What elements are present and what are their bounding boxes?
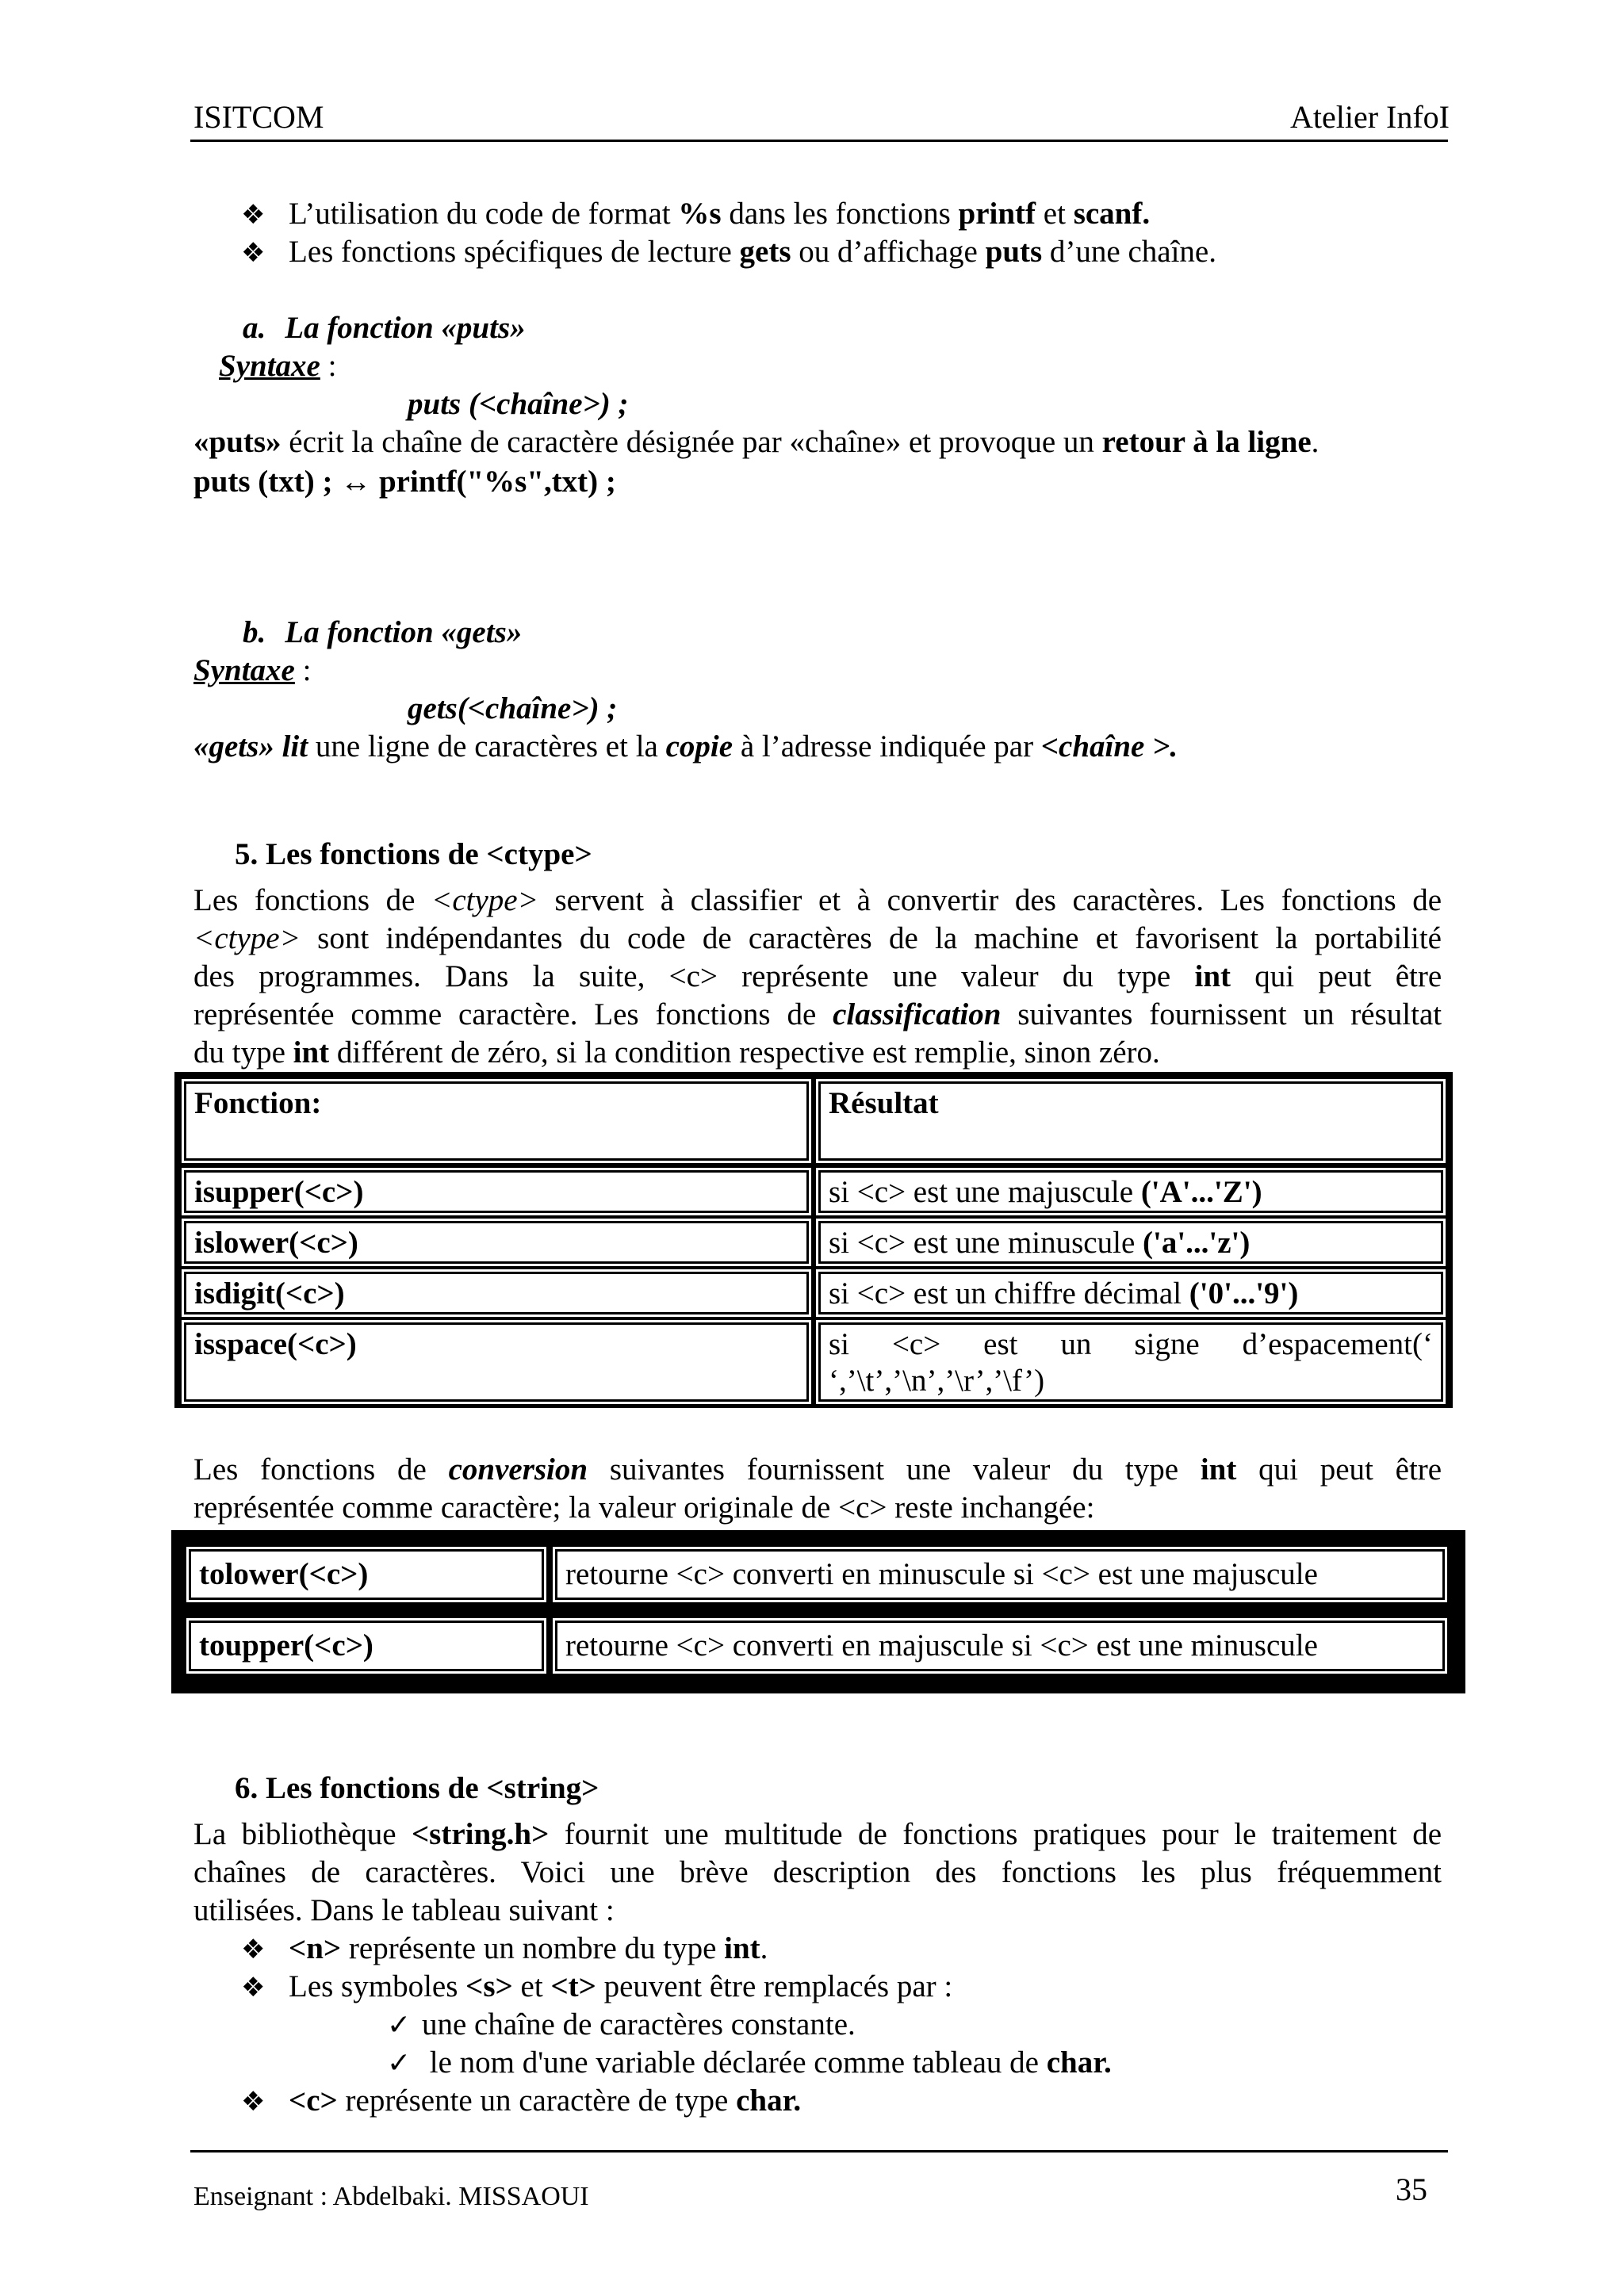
intro-bullet-1: ❖ L’utilisation du code de format %s dans les fonctions printf et scanf. [241,195,1150,234]
checkmark-icon: ✓ [387,2009,412,2042]
header-institution: ISITCOM [193,99,324,135]
gets-syntax-label: Syntaxe : [193,653,312,687]
puts-syntax-label: Syntaxe : [219,349,337,383]
diamond-bullet-icon: ❖ [241,1972,266,2003]
puts-equivalence: puts (txt) ; ↔ printf("%s",txt) ; [193,465,616,499]
string-bullet-1: ❖ <n> représente un nombre du type int. [241,1930,768,1969]
table-row: si <c> est une minuscule ('a'...'z') [818,1221,1443,1264]
string-check-2: ✓ le nom d'une variable déclarée comme tableau de char. [387,2044,1112,2083]
string-para-line-1: La bibliothèque <string.h> fournit une multitude de fonctions pratiques pour le traitement de [193,1817,1442,1851]
ctype-para-line-5: du type int différent de zéro, si la condition respective est remplie, sinon zéro. [193,1035,1160,1070]
conversion-table [171,1530,1465,1693]
diamond-bullet-icon: ❖ [241,1934,266,1965]
table-row: si <c> est un chiffre décimal ('0'...'9') [818,1272,1443,1314]
ctype-para-line-3: des programmes. Dans la suite, <c> représente une valeur du type int qui peut être [193,959,1442,993]
footer-teacher: Enseignant : Abdelbaki. MISSAOUI [193,2182,589,2211]
gets-description: «gets» lit une ligne de caractères et la copie à l’adresse indiquée par <chaîne >. [193,729,1178,763]
string-para-line-2: chaînes de caractères. Voici une brève description des fonctions les plus fréquemment [193,1855,1442,1889]
table-header-cell: Résultat [818,1081,1443,1161]
ctype-para-line-4: représentée comme caractère. Les fonctions de classification suivantes fournissent un résultat [193,997,1442,1031]
intro-bullet-2: ❖ Les fonctions spécifiques de lecture gets ou d’affichage puts d’une chaîne. [241,233,1216,272]
string-heading: 6. Les fonctions de <string> [235,1771,599,1805]
table-row: retourne <c> converti en minuscule si <c> est une majuscule [555,1549,1445,1600]
ctype-para-line-1: Les fonctions de <ctype> servent à classifier et à convertir des caractères. Les fonctions de [193,883,1442,917]
diamond-bullet-icon: ❖ [241,237,266,269]
ctype-heading: 5. Les fonctions de <ctype> [235,837,592,871]
string-bullet-2: ❖ Les symboles <s> et <t> peuvent être remplacés par : [241,1968,952,2007]
string-bullet-3: ❖ <c> représente un caractère de type char. [241,2082,801,2121]
table-row: islower(<c>) [184,1221,809,1264]
string-para-line-3: utilisées. Dans le tableau suivant : [193,1893,615,1927]
table-row: retourne <c> converti en majuscule si <c> est une minuscule [555,1621,1445,1671]
header-course: Atelier InfoI [1289,99,1450,135]
table-row: si <c> est un signe d’espacement(‘ ‘,’\t’,’\n’,’\r’,’\f’) [818,1322,1443,1402]
table-row: si <c> est une majuscule ('A'...'Z') [818,1170,1443,1213]
table-row: isdigit(<c>) [184,1272,809,1314]
table-row: tolower(<c>) [189,1549,544,1600]
table-header-cell: Fonction: [184,1081,809,1161]
table-row: isupper(<c>) [184,1170,809,1213]
checkmark-icon: ✓ [387,2047,412,2080]
footer-rule [190,2150,1448,2152]
puts-description: «puts» écrit la chaîne de caractère désignée par «chaîne» et provoque un retour à la ligne. [193,425,1320,459]
page-number: 35 [1396,2172,1427,2207]
puts-syntax-code: puts (<chaîne>) ; [408,387,629,421]
gets-heading: b. La fonction «gets» [243,615,523,649]
bold-keyword: int [293,1035,330,1070]
gets-syntax-code: gets(<chaîne>) ; [408,691,618,725]
conversion-para-line-2: représentée comme caractère; la valeur originale de <c> reste inchangée: [193,1490,1095,1525]
puts-heading: a. La fonction «puts» [243,311,526,345]
table-row: isspace(<c>) [184,1322,809,1402]
diamond-bullet-icon: ❖ [241,199,266,231]
string-check-1: ✓ une chaîne de caractères constante. [387,2006,856,2045]
classification-table [174,1072,1453,1408]
ctype-para-line-2: <ctype> sont indépendantes du code de caractères de la machine et favorisent la portabilité [193,921,1442,955]
conversion-para-line-1: Les fonctions de conversion suivantes fournissent une valeur du type int qui peut être [193,1452,1442,1487]
table-row: toupper(<c>) [189,1621,544,1671]
header-rule [190,140,1448,142]
diamond-bullet-icon: ❖ [241,2086,266,2118]
